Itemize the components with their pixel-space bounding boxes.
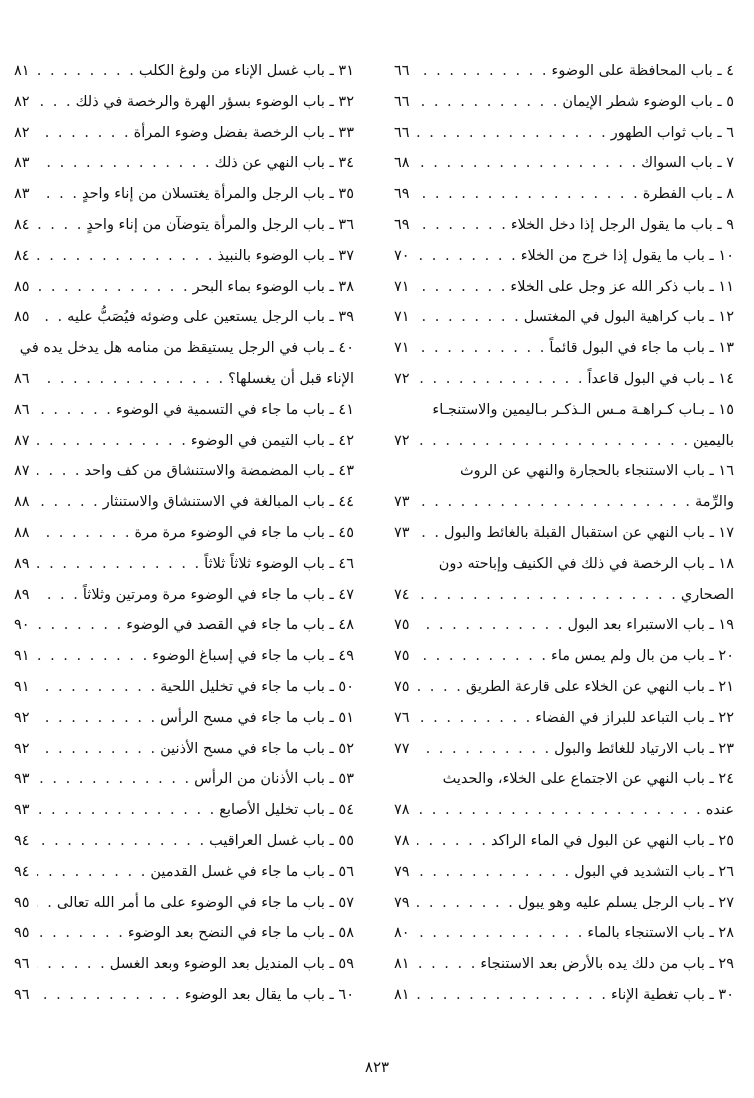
toc-entry (14, 980, 354, 1011)
leader-dots (37, 487, 100, 518)
toc-entry-page: ٩٤ (14, 863, 30, 880)
toc-entry-title: ٥٢ ـ باب ما جاء في مسح الأذنين (160, 740, 354, 757)
leader-dots (417, 888, 515, 919)
toc-entry-title: ٤٩ ـ باب ما جاء في إسباغ الوضوء (152, 648, 354, 665)
toc-entry-title: ٤٨ ـ باب ما جاء في القصد في الوضوء (126, 617, 354, 634)
toc-entry-continuation (394, 426, 734, 457)
toc-entry-title: ١٦ ـ باب الاستنجاء بالحجارة والنهي عن الروث (460, 463, 734, 480)
toc-entry-page: ٩٠ (14, 617, 30, 634)
toc-entry-page: ٧٠ (394, 247, 410, 264)
toc-entry-page: ٩٥ (14, 894, 30, 911)
toc-entry-page: ٨٣ (14, 155, 30, 172)
toc-entry-page: ٦٩ (394, 216, 410, 233)
toc-entry (394, 826, 734, 857)
toc-entry-title: ٢٧ ـ باب الرجل يسلم عليه وهو يبول (517, 894, 734, 911)
toc-entry-page: ٨٨ (14, 524, 30, 541)
toc-entry-page: ٩٢ (14, 740, 30, 757)
leader-dots (417, 580, 678, 611)
leader-dots (37, 456, 82, 487)
leader-dots (417, 672, 463, 703)
toc-entry-title: ٣٧ ـ باب الوضوء بالنبيذ (217, 247, 354, 264)
leader-dots (37, 949, 107, 980)
leader-dots (37, 272, 190, 303)
toc-entry (14, 918, 354, 949)
toc-entry-page: ٩٦ (14, 956, 30, 973)
leader-dots (37, 764, 191, 795)
leader-dots (417, 87, 559, 118)
toc-entry (14, 241, 354, 272)
leader-dots (37, 857, 147, 888)
leader-dots (37, 703, 157, 734)
toc-entry-title: ٢٩ ـ باب من دلك يده بالأرض بعد الاستنجاء (480, 956, 734, 973)
toc-entry-page: ٧٤ (394, 586, 410, 603)
toc-entry (14, 795, 354, 826)
toc-entry (394, 272, 734, 303)
toc-entry-title: ٢٨ ـ باب الاستنجاء بالماء (587, 925, 734, 942)
toc-entry (14, 426, 354, 457)
toc-entry-title: ١٥ ـ بـاب كـراهـة مـس الـذكـر بـاليمين والاستنجـاء (432, 401, 734, 418)
leader-dots (37, 826, 206, 857)
toc-entry-page: ٦٦ (394, 124, 410, 141)
leader-dots (37, 610, 123, 641)
toc-entry (14, 210, 354, 241)
toc-entry (394, 703, 734, 734)
toc-entry-title: ٢١ ـ باب النهي عن الخلاء على قارعة الطريق (465, 678, 734, 695)
leader-dots (37, 395, 113, 426)
toc-entry (394, 148, 734, 179)
toc-entry-page: ٦٦ (394, 93, 410, 110)
toc-entry-title-continued: الصحاري (680, 586, 734, 603)
toc-entry-page: ٨٧ (14, 463, 30, 480)
toc-entry-page: ٨٤ (14, 247, 30, 264)
toc-entry-page: ٧٨ (394, 832, 410, 849)
toc-entry (14, 734, 354, 765)
toc-entry (14, 148, 354, 179)
toc-entry (394, 888, 734, 919)
toc-entry-title-continued: باليمين (692, 432, 734, 449)
toc-entry-title: ٤٥ ـ باب ما جاء في الوضوء مرة مرة (134, 524, 354, 541)
toc-entry-page: ٦٨ (394, 155, 410, 172)
toc-entry-title: ٣١ ـ باب غسل الإناء من ولوغ الكلب (138, 63, 354, 79)
leader-dots (417, 487, 692, 518)
leader-dots (37, 87, 73, 118)
toc-entry-continuation (394, 795, 734, 826)
leader-dots (37, 364, 225, 395)
toc-entry-title: ٤٤ ـ باب المبالغة في الاستنشاق والاستنثار (102, 494, 354, 511)
toc-entry-title: ٢٤ ـ باب النهي عن الاجتماع على الخلاء، والحديث (442, 771, 734, 788)
toc-entry (394, 395, 734, 426)
toc-entry-page: ٨٩ (14, 555, 30, 572)
toc-entry-title: ٤٦ ـ باب الوضوء ثلاثاً ثلاثاً (204, 555, 354, 572)
toc-entry (14, 87, 354, 118)
toc-entry-page: ٩٥ (14, 925, 30, 942)
toc-entry-page: ٧٩ (394, 894, 410, 911)
toc-entry (394, 857, 734, 888)
toc-entry-page: ٧٧ (394, 740, 410, 757)
leader-dots (37, 56, 136, 87)
toc-entry-title: ٦ ـ باب ثواب الطهور (610, 124, 734, 141)
toc-entry-title: ٢٣ ـ باب الارتياد للغائط والبول (554, 740, 734, 757)
toc-entry-page: ٧٢ (394, 432, 410, 449)
leader-dots (37, 148, 212, 179)
toc-entry-title: ١١ ـ باب ذكر الله عز وجل على الخلاء (510, 278, 734, 295)
leader-dots (417, 734, 551, 765)
toc-entry-title: ٥٥ ـ باب غسل العراقيب (209, 832, 354, 849)
leader-dots (417, 210, 508, 241)
toc-entry-page: ٩١ (14, 648, 30, 665)
toc-entry-title-continued: الإناء قبل أن يغسلها؟ (228, 370, 354, 387)
toc-entry (394, 179, 734, 210)
toc-entry-page: ٩٤ (14, 832, 30, 849)
toc-entry-title: ٢٦ ـ باب التشديد في البول (574, 863, 734, 880)
toc-entry (394, 456, 734, 487)
toc-entry-continuation (14, 364, 354, 395)
toc-entry-page: ٧١ (394, 340, 410, 357)
toc-entry-page: ٩٣ (14, 802, 30, 819)
toc-entry-title: ٦٠ ـ باب ما يقال بعد الوضوء (184, 986, 354, 1003)
toc-entry (14, 888, 354, 919)
toc-entry-title: ٧ ـ باب السواك (641, 155, 734, 172)
toc-entry-page: ٨٥ (14, 309, 30, 326)
leader-dots (37, 888, 54, 919)
toc-entry-title: ١٠ ـ باب ما يقول إذا خرج من الخلاء (520, 247, 734, 264)
leader-dots (417, 118, 608, 149)
toc-entry-title: ٣٨ ـ باب الوضوء بماء البحر (192, 278, 354, 295)
leader-dots (37, 302, 64, 333)
toc-entry-page: ٨٤ (14, 216, 30, 233)
leader-dots (417, 918, 584, 949)
toc-entry (394, 364, 734, 395)
toc-entry-title-continued: عنده (705, 802, 734, 819)
toc-entry-title: ٥٣ ـ باب الأذنان من الرأس (194, 771, 354, 788)
toc-entry-page: ٧٥ (394, 617, 410, 634)
toc-entry-page: ٩٣ (14, 771, 30, 788)
leader-dots (417, 518, 441, 549)
leader-dots (417, 302, 521, 333)
toc-entry (394, 518, 734, 549)
toc-entry (14, 179, 354, 210)
toc-entry-title: ٥٤ ـ باب تخليل الأصابع (219, 802, 354, 819)
toc-entry (394, 949, 734, 980)
toc-entry-page: ٧٦ (394, 709, 410, 726)
toc-entry (14, 610, 354, 641)
toc-entry-page: ٩٢ (14, 709, 30, 726)
toc-entry (14, 764, 354, 795)
toc-entry-title: ٣٤ ـ باب النهي عن ذلك (214, 155, 354, 172)
toc-entry (14, 272, 354, 303)
toc-entry (14, 333, 354, 364)
toc-entry (14, 949, 354, 980)
toc-entry-page: ٧٣ (394, 494, 410, 511)
leader-dots (37, 241, 214, 272)
toc-entry-title: ٣٠ ـ باب تغطية الإناء (610, 986, 734, 1003)
toc-entry-title: ١٢ ـ باب كراهية البول في المغتسل (523, 309, 734, 326)
toc-entry-title: ٢٢ ـ باب التباعد للبراز في الفضاء (535, 709, 734, 726)
toc-entry-page: ٨٦ (14, 401, 30, 418)
toc-entry (394, 302, 734, 333)
toc-entry-title: ٥٨ ـ باب ما جاء في النضح بعد الوضوء (127, 925, 354, 942)
toc-entry (14, 395, 354, 426)
toc-entry (14, 487, 354, 518)
toc-entry-page: ٧٣ (394, 524, 410, 541)
toc-entry (14, 456, 354, 487)
toc-entry-title: ٤٣ ـ باب المضمضة والاستنشاق من كف واحد (84, 463, 354, 480)
toc-entry (394, 672, 734, 703)
toc-entry (14, 302, 354, 333)
toc-entry-title: ٥ ـ باب الوضوء شطر الإيمان (562, 93, 734, 110)
leader-dots (417, 272, 507, 303)
leader-dots (37, 518, 132, 549)
toc-entry-page: ٨٠ (394, 925, 410, 942)
toc-entry-title: ٣٦ ـ باب الرجل والمرأة يتوضآن من إناء واحدٍ (86, 216, 354, 233)
toc-entry (394, 118, 734, 149)
leader-dots (417, 179, 640, 210)
toc-entry-title: ١٤ ـ باب في البول قاعداً (587, 370, 734, 387)
toc-entry-page: ٨٢ (14, 93, 30, 110)
toc-entry-page: ٨٧ (14, 432, 30, 449)
toc-entry-title: ٨ ـ باب الفطرة (642, 186, 734, 203)
toc-entry (394, 980, 734, 1011)
toc-entry (14, 118, 354, 149)
toc-entry (394, 641, 734, 672)
toc-entry-page: ٨٩ (14, 586, 30, 603)
toc-entry (14, 703, 354, 734)
leader-dots (417, 364, 585, 395)
toc-entry (394, 56, 734, 87)
toc-entry (14, 549, 354, 580)
toc-entry-page: ٧٨ (394, 802, 410, 819)
leader-dots (417, 826, 488, 857)
leader-dots (417, 56, 549, 87)
toc-entry-page: ٨٦ (14, 370, 30, 387)
toc-entry-page: ٧١ (394, 278, 410, 295)
leader-dots (417, 148, 638, 179)
toc-entry (394, 210, 734, 241)
leader-dots (37, 118, 131, 149)
toc-entry-page: ٨١ (394, 956, 410, 973)
toc-entry-continuation (394, 487, 734, 518)
toc-column-left (14, 56, 354, 1011)
toc-entry (14, 672, 354, 703)
toc-entry-title: ١٩ ـ باب الاستبراء بعد البول (567, 617, 734, 634)
toc-entry-title: ١٧ ـ باب النهي عن استقبال القبلة بالغائط والبول (444, 524, 734, 541)
leader-dots (37, 641, 149, 672)
toc-entry (394, 764, 734, 795)
leader-dots (37, 179, 79, 210)
toc-entry (394, 549, 734, 580)
leader-dots (37, 795, 216, 826)
toc-entry (394, 241, 734, 272)
toc-entry-title: ٣٩ ـ باب الرجل يستعين على وضوئه فيُصَبُّ عليه (67, 309, 354, 326)
toc-entry (394, 333, 734, 364)
toc-entry-title-continued: والرِّمة (695, 494, 734, 511)
leader-dots (417, 857, 571, 888)
toc-entry-title: ٩ ـ باب ما يقول الرجل إذا دخل الخلاء (510, 216, 734, 233)
toc-entry-page: ٩٦ (14, 986, 30, 1003)
toc-entry-title: ١٣ ـ باب ما جاء في البول قائماً (549, 340, 734, 357)
toc-entry-page: ٧٢ (394, 370, 410, 387)
toc-entry (14, 580, 354, 611)
leader-dots (37, 918, 125, 949)
leader-dots (417, 333, 546, 364)
toc-entry-title: ٣٥ ـ باب الرجل والمرأة يغتسلان من إناء واحدٍ (81, 186, 354, 203)
leader-dots (37, 549, 201, 580)
leader-dots (417, 241, 518, 272)
toc-entry-title: ٥٠ ـ باب ما جاء في تخليل اللحية (160, 678, 354, 695)
toc-entry-page: ٧٥ (394, 678, 410, 695)
toc-entry-page: ٨٨ (14, 494, 30, 511)
toc-entry-page: ٨٣ (14, 186, 30, 203)
toc-entry (14, 518, 354, 549)
toc-entry (394, 87, 734, 118)
leader-dots (417, 426, 690, 457)
leader-dots (37, 734, 157, 765)
toc-entry-title: ٥٦ ـ باب ما جاء في غسل القدمين (150, 863, 354, 880)
toc-entry (14, 857, 354, 888)
toc-entry-title: ٤١ ـ باب ما جاء في التسمية في الوضوء (115, 401, 354, 418)
toc-entry-title: ٢٠ ـ باب من بال ولم يمس ماء (551, 648, 734, 665)
toc-entry-page: ٧٩ (394, 863, 410, 880)
toc-entry-title: ٥٧ ـ باب ما جاء في الوضوء على ما أمر الله تعالى (56, 894, 354, 911)
leader-dots (417, 980, 608, 1011)
toc-entry-title: ٤٢ ـ باب التيمن في الوضوء (190, 432, 354, 449)
leader-dots (37, 210, 83, 241)
toc-entry (14, 56, 354, 87)
toc-entry-page: ٦٩ (394, 186, 410, 203)
toc-entry-page: ٧١ (394, 309, 410, 326)
toc-entry-page: ٨١ (394, 986, 410, 1003)
leader-dots (417, 795, 703, 826)
leader-dots (37, 672, 157, 703)
toc-entry-page: ٨٢ (14, 124, 30, 141)
leader-dots (417, 703, 532, 734)
toc-entry-page: ٩١ (14, 678, 30, 695)
toc-entry-title: ٤٠ ـ باب في الرجل يستيقظ من منامه هل يدخل يده في (19, 340, 354, 357)
toc-entry-title: ٤٧ ـ باب ما جاء في الوضوء مرة ومرتين وثلاثاً (82, 586, 354, 603)
toc-entry-title: ١٨ ـ باب الرخصة في ذلك في الكنيف وإباحته دون (438, 555, 734, 572)
toc-entry-title: ٣٣ ـ باب الرخصة بفضل وضوء المرأة (133, 124, 354, 141)
leader-dots (417, 949, 477, 980)
toc-entry (394, 734, 734, 765)
toc-entry-title: ٣٢ ـ باب الوضوء بسؤر الهرة والرخصة في ذلك (75, 93, 354, 110)
toc-entry-page: ٨١ (14, 63, 30, 79)
toc-column-right (394, 56, 734, 1011)
leader-dots (37, 426, 188, 457)
leader-dots (417, 641, 548, 672)
toc-entry-page: ٧٥ (394, 648, 410, 665)
toc-entry-continuation (394, 580, 734, 611)
leader-dots (417, 610, 564, 641)
toc-entry-page: ٨٥ (14, 278, 30, 295)
toc-entry (14, 641, 354, 672)
toc-entry-title: ٥١ ـ باب ما جاء في مسح الرأس (160, 709, 354, 726)
toc-entry-page: ٦٦ (394, 63, 410, 79)
toc-entry (14, 826, 354, 857)
leader-dots (37, 580, 80, 611)
toc-entry (394, 610, 734, 641)
page-number: ٨٢٣ (364, 1058, 390, 1076)
toc-entry (394, 918, 734, 949)
toc-entry-title: ٢٥ ـ باب النهي عن البول في الماء الراكد (490, 832, 734, 849)
toc-entry-title: ٤ ـ باب المحافظة على الوضوء (551, 63, 734, 79)
toc-entry-title: ٥٩ ـ باب المنديل بعد الوضوء وبعد الغسل (109, 956, 354, 973)
leader-dots (37, 980, 182, 1011)
